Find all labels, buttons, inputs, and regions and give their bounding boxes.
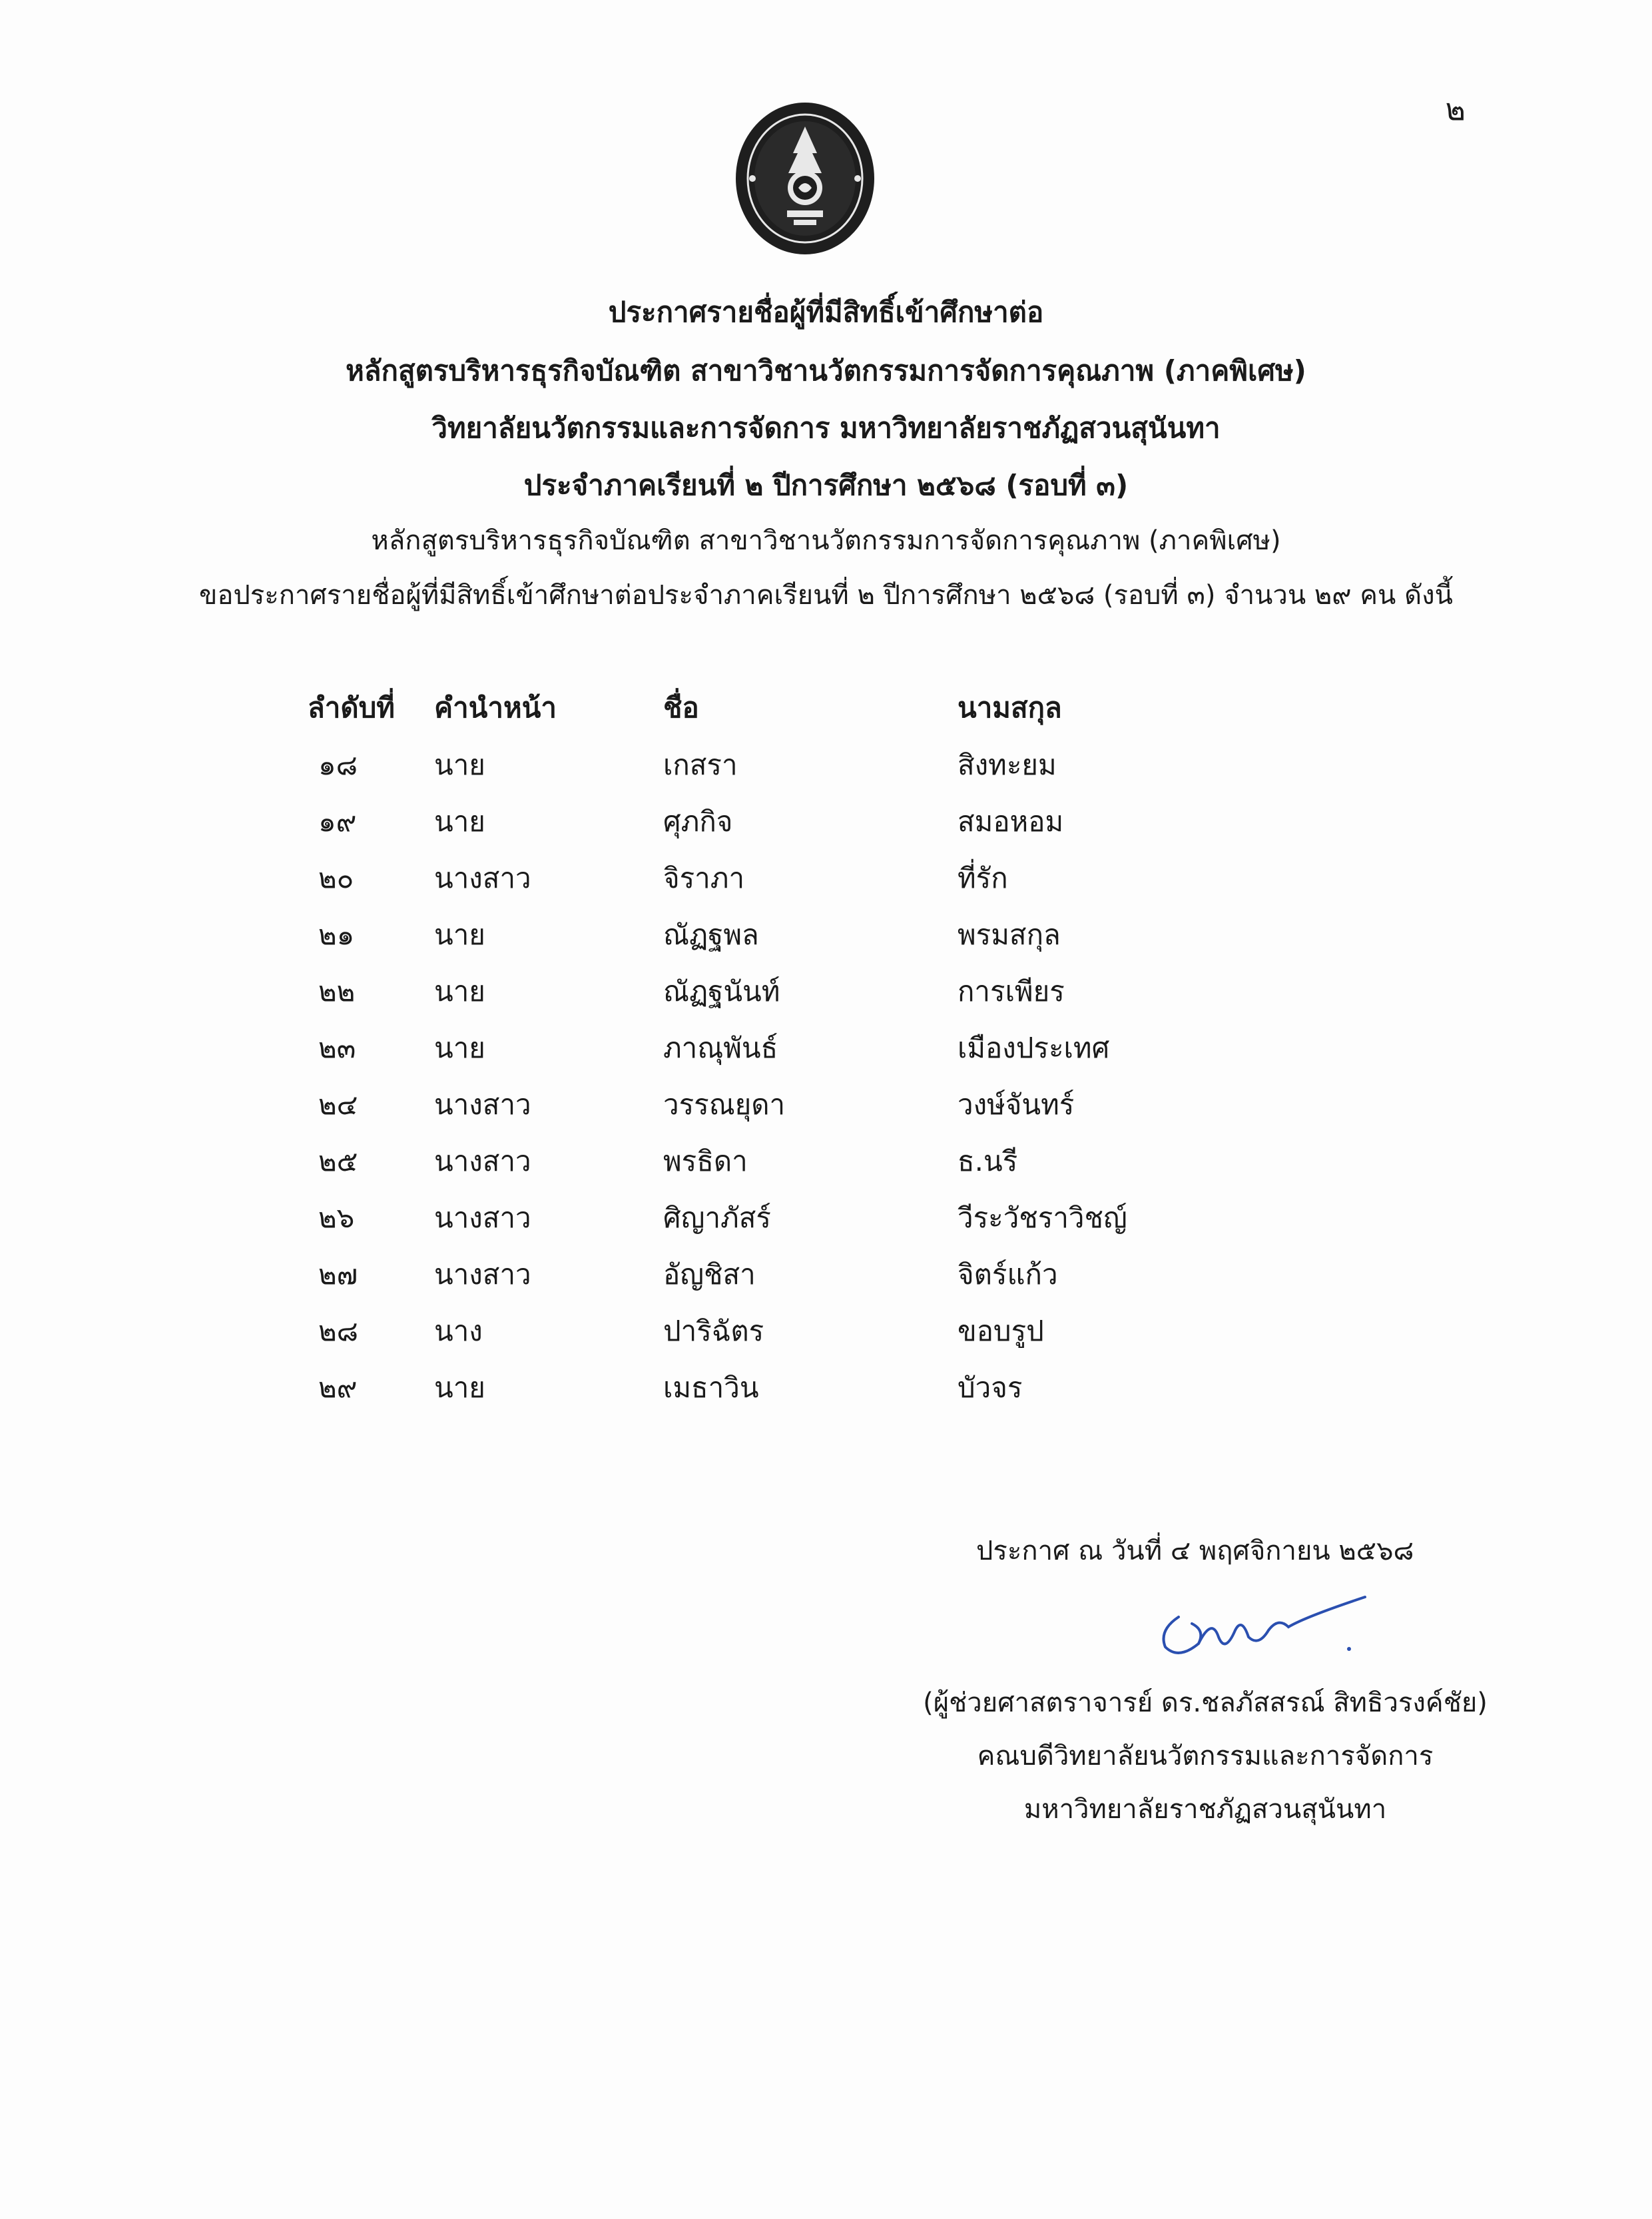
header-last-name: นามสกุล: [958, 691, 1062, 724]
row-last-name: บัวจร: [958, 1371, 1023, 1404]
page-number: ๒: [1445, 91, 1466, 127]
row-no: ๒๒: [318, 975, 356, 1008]
signer-university: มหาวิทยาลัยราชภัฏสวนสุนันทา: [1023, 1794, 1387, 1825]
row-last-name: ขอบรูป: [958, 1315, 1044, 1347]
row-no: ๒๕: [318, 1145, 358, 1177]
row-no: ๒๙: [318, 1371, 358, 1404]
row-first-name: ณัฏฐพล: [663, 918, 759, 951]
row-prefix: นางสาว: [434, 1258, 531, 1291]
title-line-3: วิทยาลัยนวัตกรรมและการจัดการ มหาวิทยาลัยราชภัฏสวนสุนันทา: [431, 412, 1221, 444]
row-prefix: นาย: [434, 1032, 485, 1064]
row-prefix: นางสาว: [434, 1145, 531, 1177]
row-no: ๒๔: [318, 1088, 358, 1121]
header-no: ลำดับที่: [308, 691, 395, 724]
row-no: ๑๙: [318, 805, 357, 838]
row-first-name: พรธิดา: [663, 1145, 748, 1177]
title-line-2: หลักสูตรบริหารธุรกิจบัณฑิต สาขาวิชานวัตกรรมการจัดการคุณภาพ (ภาคพิเศษ): [346, 354, 1306, 387]
row-last-name: ธ.นรี: [958, 1145, 1018, 1177]
row-last-name: เมืองประเทศ: [958, 1032, 1110, 1064]
row-no: ๒๘: [318, 1315, 359, 1347]
row-first-name: ภาณุพันธ์: [663, 1032, 778, 1064]
row-prefix: นางสาว: [434, 1201, 531, 1234]
row-last-name: การเพียร: [958, 975, 1065, 1008]
row-first-name: ศิญาภัสร์: [663, 1201, 771, 1234]
row-no: ๑๘: [318, 749, 358, 781]
row-prefix: นาย: [434, 749, 485, 781]
row-no: ๒๓: [318, 1032, 356, 1064]
row-prefix: นาย: [434, 918, 485, 951]
row-first-name: วรรณยุดา: [663, 1088, 786, 1121]
signer-position: คณบดีวิทยาลัยนวัตกรรมและการจัดการ: [977, 1741, 1434, 1771]
row-last-name: จิตร์แก้ว: [958, 1258, 1058, 1291]
announcement-date: ประกาศ ณ วันที่ ๔ พฤศจิกายน ๒๕๖๘: [976, 1536, 1414, 1566]
row-prefix: นาย: [434, 975, 485, 1008]
row-no: ๒๑: [318, 918, 355, 951]
row-first-name: ศุภกิจ: [663, 805, 733, 838]
row-last-name: วีระวัชราวิชญ์: [958, 1201, 1127, 1234]
header-prefix: คำนำหน้า: [434, 691, 557, 724]
row-no: ๒๗: [318, 1258, 358, 1291]
row-first-name: ณัฏฐนันท์: [663, 975, 780, 1008]
row-first-name: เกสรา: [663, 749, 738, 781]
signature-icon: [1152, 1590, 1372, 1670]
row-prefix: นาย: [434, 1371, 485, 1404]
row-last-name: สมอหอม: [958, 805, 1064, 838]
row-first-name: ปาริฉัตร: [663, 1315, 764, 1347]
signer-name: (ผู้ช่วยศาสตราจารย์ ดร.ชลภัสสรณ์ สิทธิวรงค์ชัย): [923, 1688, 1488, 1718]
row-no: ๒๐: [318, 862, 354, 894]
row-last-name: ที่รัก: [958, 862, 1008, 894]
university-seal-icon: [734, 100, 876, 257]
row-last-name: วงษ์จันทร์: [958, 1088, 1075, 1121]
row-prefix: นางสาว: [434, 862, 531, 894]
row-prefix: นาง: [434, 1315, 483, 1347]
row-last-name: สิงทะยม: [958, 749, 1057, 781]
row-first-name: อัญชิสา: [663, 1258, 756, 1291]
header-first-name: ชื่อ: [663, 691, 699, 724]
title-line-4: ประจำภาคเรียนที่ ๒ ปีการศึกษา ๒๕๖๘ (รอบที่ ๓): [523, 469, 1129, 501]
row-no: ๒๖: [318, 1201, 355, 1234]
row-first-name: จิราภา: [663, 862, 745, 894]
row-last-name: พรมสกุล: [958, 918, 1061, 951]
row-first-name: เมธาวิน: [663, 1371, 759, 1404]
row-prefix: นางสาว: [434, 1088, 531, 1121]
row-prefix: นาย: [434, 805, 485, 838]
intro-line-2: ขอประกาศรายชื่อผู้ที่มีสิทธิ์เข้าศึกษาต่อประจำภาคเรียนที่ ๒ ปีการศึกษา ๒๕๖๘ (รอบที่ ๓) จำนวน ๒๙ คน ดังนี้: [199, 580, 1453, 611]
title-line-1: ประกาศรายชื่อผู้ที่มีสิทธิ์เข้าศึกษาต่อ: [608, 296, 1044, 328]
intro-line-1: หลักสูตรบริหารธุรกิจบัณฑิต สาขาวิชานวัตกรรมการจัดการคุณภาพ (ภาคพิเศษ): [371, 525, 1281, 556]
